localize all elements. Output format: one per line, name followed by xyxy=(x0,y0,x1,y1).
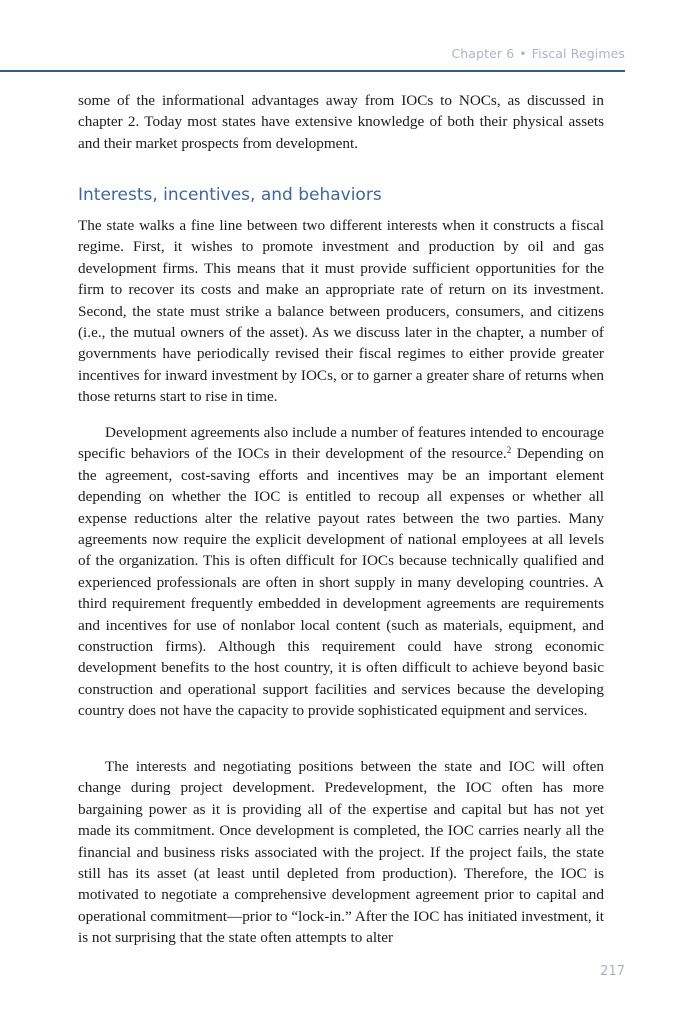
running-head xyxy=(451,46,625,61)
page-number: 217 xyxy=(600,964,625,979)
intro-paragraph xyxy=(78,90,604,154)
running-head-chapter: Chapter 6 xyxy=(451,46,515,61)
running-head-section: Fiscal Regimes xyxy=(531,46,625,61)
header-rule xyxy=(0,70,625,72)
paragraph-2-lead: Development agreements also include a number of features intended to encourage specific behaviors of the IOCs in their development of the resource. xyxy=(78,424,604,463)
intro-paragraph-text: some of the informational advantages away from IOCs to NOCs, as discussed in chapter 2. Today most states have extensive knowledge of both their physical assets and their market prospects from development. xyxy=(78,92,604,152)
running-head-separator: • xyxy=(519,46,527,61)
footnote-marker[interactable]: 2 xyxy=(506,445,512,456)
paragraph-1 xyxy=(78,215,604,408)
paragraph-3-text: The interests and negotiating positions between the state and IOC will often change during project development. Predevelopment, the IOC often has more bargaining power as it is providing all of the expertise and capital but has not yet made its commitment. Once development is completed, the IOC carries nearly all the financial and business risks associated with the project. If the project fails, the state still has its asset (at least until depleted from production). Therefore, the IOC is motivated to negotiate a comprehensive development agreement prior to capital and operational commitment—prior to “lock-in.” After the IOC has initiated investment, it is not surprising that the state often attempts to alter xyxy=(78,758,604,947)
paragraph-3 xyxy=(78,756,604,949)
paragraph-1-text: The state walks a fine line between two different interests when it constructs a fiscal regime. First, it wishes to promote investment and production by oil and gas development firms. This means that it must provide sufficient opportunities for the firm to recover its costs and make an appropriate rate of return on its investment. Second, the state must strike a balance between producers, consumers, and citizens (i.e., the mutual owners of the asset). As we discuss later in the chapter, a number of governments have periodically revised their fiscal regimes to either provide greater incentives for inward investment by IOCs, or to garner a greater share of returns when those returns start to rise in time. xyxy=(78,217,604,406)
paragraph-2 xyxy=(78,422,604,722)
section-heading: Interests, incentives, and behaviors xyxy=(78,185,382,205)
paragraph-2-rest: Depending on the agreement, cost-saving efforts and incentives may be an important element depending on whether the IOC is entitled to recoup all expenses or whether all expense reductions alter the relative payout rates between the two parties. Many agreements now require the explicit development of national employees at all levels of the organization. This is often difficult for IOCs because technically qualified and experienced professionals are often in short supply in many developing countries. A third requirement frequently embedded in development agreements are requirements and incentives for use of nonlabor local content (such as materials, equipment, and construction firms). Although this requirement could have strong economic development benefits to the host country, it is often difficult to achieve beyond basic construction and operational support facilities and services because the developing country does not have the capacity to provide sophisticated equipment and services. xyxy=(78,445,604,720)
